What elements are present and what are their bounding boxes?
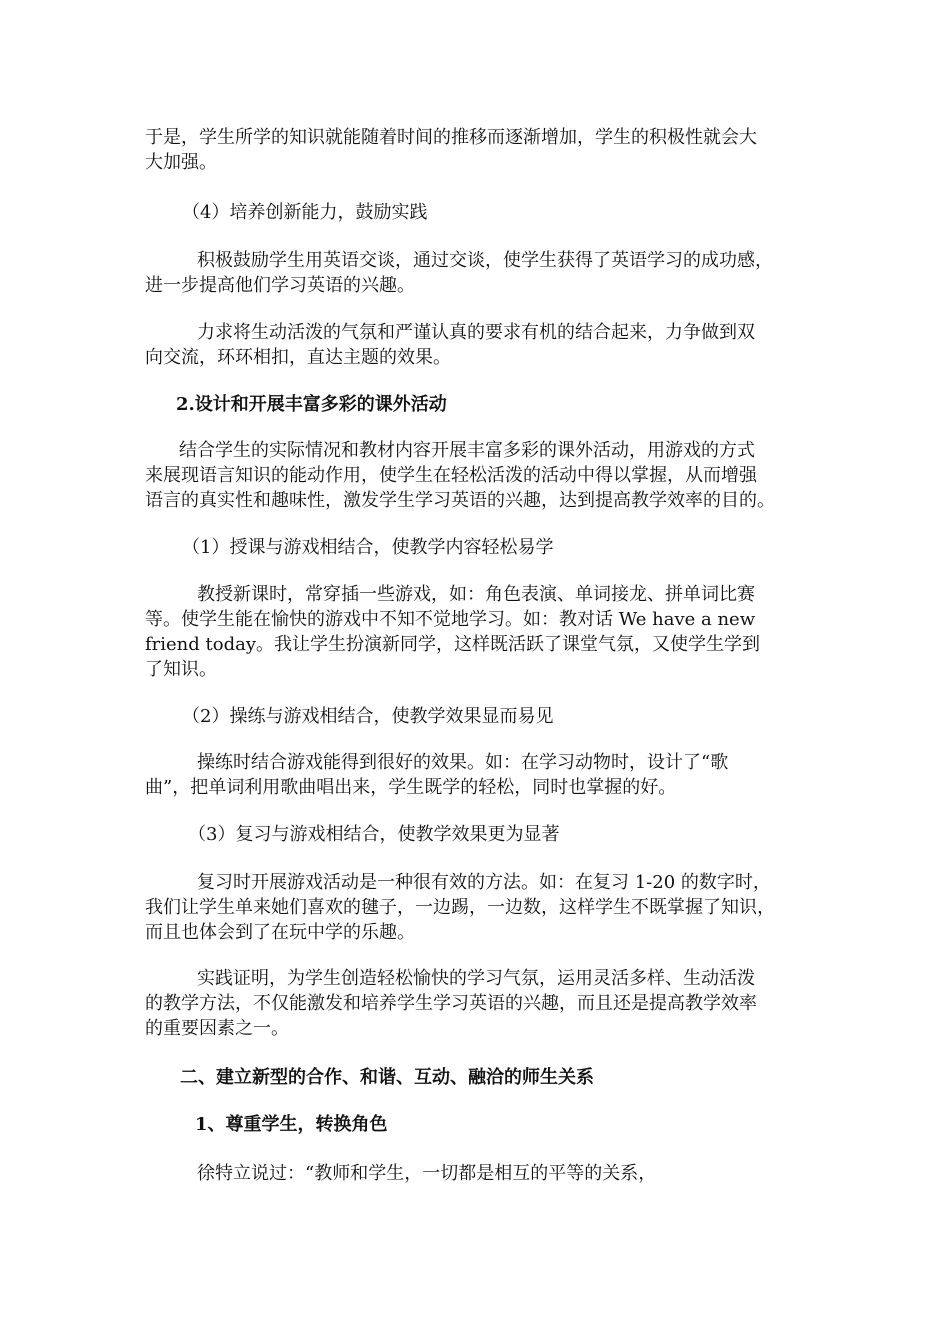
text-line: 的重要因素之一。 (145, 1018, 289, 1039)
text-line: 复习时开展游戏活动是一种很有效的方法。如：在复习 1-20 的数字时， (197, 872, 771, 893)
text-line: 等。使学生能在愉快的游戏中不知不觉地学习。如：教对话 We have a new (145, 609, 756, 630)
paragraph-quote (197, 1161, 862, 1186)
paragraph-activities (145, 438, 810, 513)
text-line: 教授新课时，常穿插一些游戏，如：角色表演、单词接龙、拼单词比赛 (197, 584, 755, 605)
text-line: （1）授课与游戏相结合，使教学内容轻松易学 (182, 537, 554, 558)
text-line: 操练时结合游戏能得到很好的效果。如：在学习动物时，设计了“歌 (197, 752, 729, 773)
subheading-4 (182, 200, 847, 225)
paragraph-encourage (145, 248, 810, 298)
paragraph-practice (145, 750, 810, 800)
paragraph-continuation (145, 125, 810, 175)
text-line: 进一步提高他们学习英语的兴趣。 (145, 275, 415, 296)
section-heading-2 (176, 392, 841, 417)
text-line: 我们让学生单来她们喜欢的毽子，一边踢，一边数，这样学生不既掌握了知识， (145, 897, 775, 918)
text-line: 二、建立新型的合作、和谐、互动、融洽的师生关系 (180, 1067, 594, 1088)
paragraph-conclusion (145, 966, 810, 1041)
text-line: 于是，学生所学的知识就能随着时间的推移而逐渐增加，学生的积极性就会大 (145, 127, 757, 148)
text-line: （2）操练与游戏相结合，使教学效果显而易见 (182, 706, 554, 727)
subsection-heading-respect (195, 1112, 860, 1137)
text-line: （4）培养创新能力，鼓励实践 (182, 202, 428, 223)
text-line: 大加强。 (145, 152, 217, 173)
paragraph-review (145, 870, 810, 945)
paragraph-new-lesson (145, 582, 810, 682)
text-line: 而且也体会到了在玩中学的乐趣。 (145, 922, 415, 943)
text-line: 2.设计和开展丰富多彩的课外活动 (176, 394, 447, 415)
subheading-1 (182, 535, 847, 560)
text-line: 结合学生的实际情况和教材内容开展丰富多彩的课外活动，用游戏的方式 (179, 440, 755, 461)
text-line: 向交流，环环相扣，直达主题的效果。 (145, 347, 451, 368)
subheading-3 (188, 822, 853, 847)
subheading-2 (182, 704, 847, 729)
text-line: 的教学方法，不仅能激发和培养学生学习英语的兴趣，而且还是提高教学效率 (145, 993, 757, 1014)
text-line: 曲”，把单词利用歌曲唱出来，学生既学的轻松，同时也掌握的好。 (145, 777, 677, 798)
text-line: 实践证明，为学生创造轻松愉快的学习气氛，运用灵活多样、生动活泼 (197, 968, 755, 989)
text-line: friend today。我让学生扮演新同学，这样既活跃了课堂气氛，又使学生学到 (145, 634, 761, 655)
text-line: 积极鼓励学生用英语交谈，通过交谈，使学生获得了英语学习的成功感， (197, 250, 773, 271)
text-line: 1、尊重学生，转换角色 (195, 1114, 388, 1135)
text-line: （3）复习与游戏相结合，使教学效果更为显著 (188, 824, 560, 845)
text-line: 来展现语言知识的能动作用，使学生在轻松活泼的活动中得以掌握，从而增强 (145, 465, 757, 486)
text-line: 徐特立说过：“教师和学生，一切都是相互的平等的关系， (197, 1163, 657, 1184)
text-line: 力求将生动活泼的气氛和严谨认真的要求有机的结合起来，力争做到双 (197, 322, 755, 343)
section-heading-relationship (180, 1065, 845, 1090)
text-line: 语言的真实性和趣味性，激发学生学习英语的兴趣，达到提高教学效率的目的。 (145, 490, 775, 511)
paragraph-atmosphere (145, 320, 810, 370)
text-line: 了知识。 (145, 659, 217, 680)
